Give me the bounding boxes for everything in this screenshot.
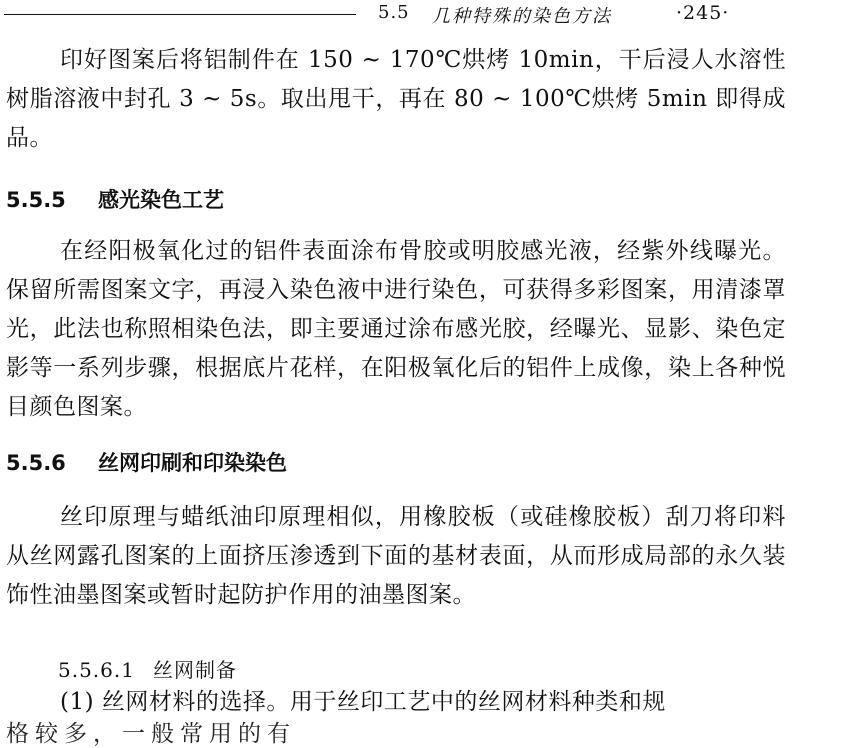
subsection-number: 5.5.6.1 bbox=[58, 658, 135, 682]
page-number: ·245· bbox=[676, 2, 730, 24]
section-number: 5.5.6 bbox=[6, 451, 66, 475]
paragraph-1: 印好图案后将铝制件在 150 ~ 170℃烘烤 10min，干后浸人水溶性树脂溶液中封孔 3 ~ 5s。取出甩干，再在 80 ~ 100℃烘烤 5min 即得成品。 bbox=[6, 47, 786, 151]
cut-off-text-line bbox=[0, 721, 851, 747]
paragraph-3: 丝印原理与蜡纸油印原理相似，用橡胶板（或硅橡胶板）刮刀将印料从丝网露孔图案的上面挤压渗透到下面的基材表面，从而形成局部的永久装饰性油墨图案或暂时起防护作用的油墨图案。 bbox=[6, 504, 786, 608]
section-title: 感光染色工艺 bbox=[98, 188, 224, 212]
subsection-heading-5-5-6-1 bbox=[58, 654, 237, 683]
subsection-title: 丝网制备 bbox=[152, 658, 237, 682]
paragraph-2: 在经阳极氧化过的铝件表面涂布骨胶或明胶感光液，经紫外线曝光。保留所需图案文字，再浸入染色液中进行染色，可获得多彩图案，用清漆罩光，此法也称照相染色法，即主要通过涂布感光胶，经曝光、显影、染色定影等一系列步骤，根据底片花样，在阳极氧化后的铝件上成像，染上各种悦目颜色图案。 bbox=[6, 238, 786, 420]
page-header bbox=[0, 0, 851, 32]
section-heading-5-5-5 bbox=[6, 184, 224, 214]
partial-paragraph: 格较多，一般常用的有 bbox=[6, 721, 296, 747]
section-number: 5.5.5 bbox=[6, 188, 66, 212]
section-title: 丝网印刷和印染染色 bbox=[98, 451, 287, 475]
header-rule bbox=[4, 14, 356, 15]
paragraph-4: (1) 丝网材料的选择。用于丝印工艺中的丝网材料种类和规 bbox=[60, 689, 666, 715]
header-section-number: 5.5 bbox=[378, 2, 410, 23]
section-heading-5-5-6 bbox=[6, 447, 287, 477]
header-chapter-title: 几种特殊的染色方法 bbox=[432, 6, 612, 27]
